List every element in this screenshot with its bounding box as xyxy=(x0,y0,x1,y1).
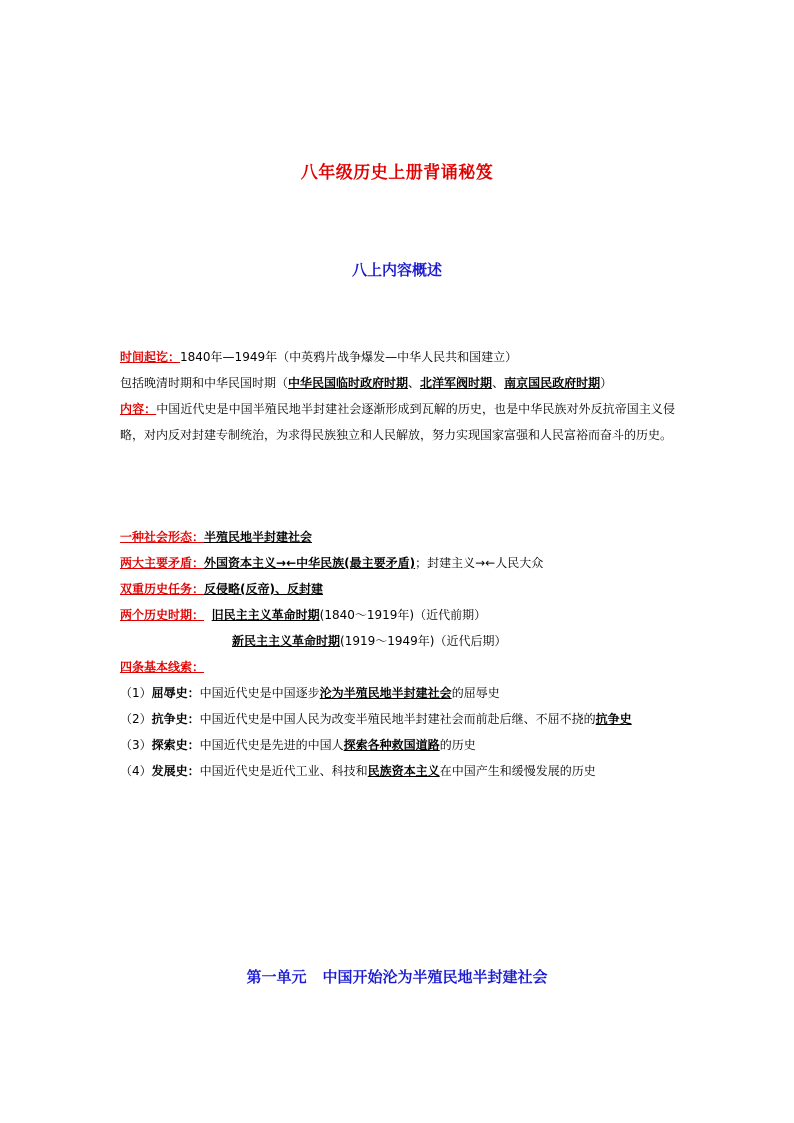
clue-key: 抗争史 xyxy=(595,712,632,726)
periods-suffix: ） xyxy=(600,376,613,390)
time-range-line xyxy=(120,344,675,370)
clues-heading-line xyxy=(120,654,675,680)
periods-line xyxy=(120,370,675,396)
eras-label: 两个历史时期： xyxy=(120,608,205,622)
period-item-3: 南京国民政府时期 xyxy=(504,376,601,390)
unit-number: 第一单元 xyxy=(246,968,307,986)
unit-title xyxy=(0,966,794,987)
contradictions-line xyxy=(120,550,675,576)
clue-number: （2） xyxy=(120,712,152,726)
content-paragraph xyxy=(120,396,675,448)
periods-prefix: 包括晚清时期和中华民国时期（ xyxy=(120,376,289,390)
clue-text-end: 的屈辱史 xyxy=(451,686,500,700)
clue-text-end: 在中国产生和缓慢发展的历史 xyxy=(439,764,596,778)
new-era-range: (1919～1949年)（近代后期） xyxy=(340,634,507,648)
contradictions-part-1: 外国资本主义→←中华民族(最主要矛盾) xyxy=(204,556,416,570)
eras-line-new xyxy=(120,628,675,654)
clue-text: 中国近代史是中国逐步 xyxy=(199,686,320,700)
contradictions-part-2: ；封建主义→←人民大众 xyxy=(415,556,544,570)
clue-key: 探索各种救国道路 xyxy=(343,738,440,752)
time-range-value: 1840年—1949年（中英鸦片战争爆发—中华人民共和国建立） xyxy=(180,350,518,364)
summary-block xyxy=(120,524,675,784)
clue-name: 屈辱史： xyxy=(151,686,200,700)
tasks-value: 反侵略(反帝)、反封建 xyxy=(204,582,323,596)
social-form-line xyxy=(120,524,675,550)
clue-text: 中国近代史是先进的中国人 xyxy=(199,738,344,752)
tasks-line xyxy=(120,576,675,602)
clue-number: （4） xyxy=(120,764,152,778)
clue-item xyxy=(120,706,675,732)
clue-key: 民族资本主义 xyxy=(367,764,440,778)
time-range-label: 时间起讫： xyxy=(120,350,181,364)
social-form-value: 半殖民地半封建社会 xyxy=(204,530,313,544)
overview-block xyxy=(120,344,675,448)
clue-item xyxy=(120,680,675,706)
clue-name: 探索史： xyxy=(151,738,200,752)
tasks-label: 双重历史任务： xyxy=(120,582,205,596)
new-era-name: 新民主主义革命时期 xyxy=(232,634,341,648)
periods-sep-1: 、 xyxy=(408,376,421,390)
clue-text: 中国近代史是近代工业、科技和 xyxy=(199,764,368,778)
clue-item xyxy=(120,732,675,758)
old-era-name: 旧民主主义革命时期 xyxy=(211,608,320,622)
document-title: 八年级历史上册背诵秘笈 xyxy=(300,163,494,183)
clue-item xyxy=(120,758,675,784)
social-form-label: 一种社会形态： xyxy=(120,530,205,544)
content-text: 中国近代史是中国半殖民地半封建社会逐渐形成到瓦解的历史，也是中华民族对外反抗帝国主义侵略，对内反对封建专制统治，为求得民族独立和人民解放，努力实现国家富强和人民富裕而奋斗的历史。 xyxy=(120,402,675,442)
clue-name: 发展史： xyxy=(151,764,200,778)
clue-number: （3） xyxy=(120,738,152,752)
clues-label: 四条基本线索： xyxy=(120,660,205,674)
clue-text: 中国近代史是中国人民为改变半殖民地半封建社会而前赴后继、不屈不挠的 xyxy=(199,712,596,726)
clue-name: 抗争史： xyxy=(151,712,200,726)
period-item-2: 北洋军阀时期 xyxy=(420,376,493,390)
clue-key: 沦为半殖民地半封建社会 xyxy=(319,686,452,700)
unit-name: 中国开始沦为半殖民地半封建社会 xyxy=(322,968,548,986)
section-title: 八上内容概述 xyxy=(351,261,442,279)
clue-text-end: 的历史 xyxy=(439,738,476,752)
old-era-range: (1840～1919年)（近代前期） xyxy=(319,608,487,622)
contradictions-label: 两大主要矛盾： xyxy=(120,556,205,570)
content-label: 内容： xyxy=(120,402,157,416)
eras-line-old xyxy=(120,602,675,628)
clue-number: （1） xyxy=(120,686,152,700)
periods-sep-2: 、 xyxy=(492,376,505,390)
period-item-1: 中华民国临时政府时期 xyxy=(288,376,409,390)
